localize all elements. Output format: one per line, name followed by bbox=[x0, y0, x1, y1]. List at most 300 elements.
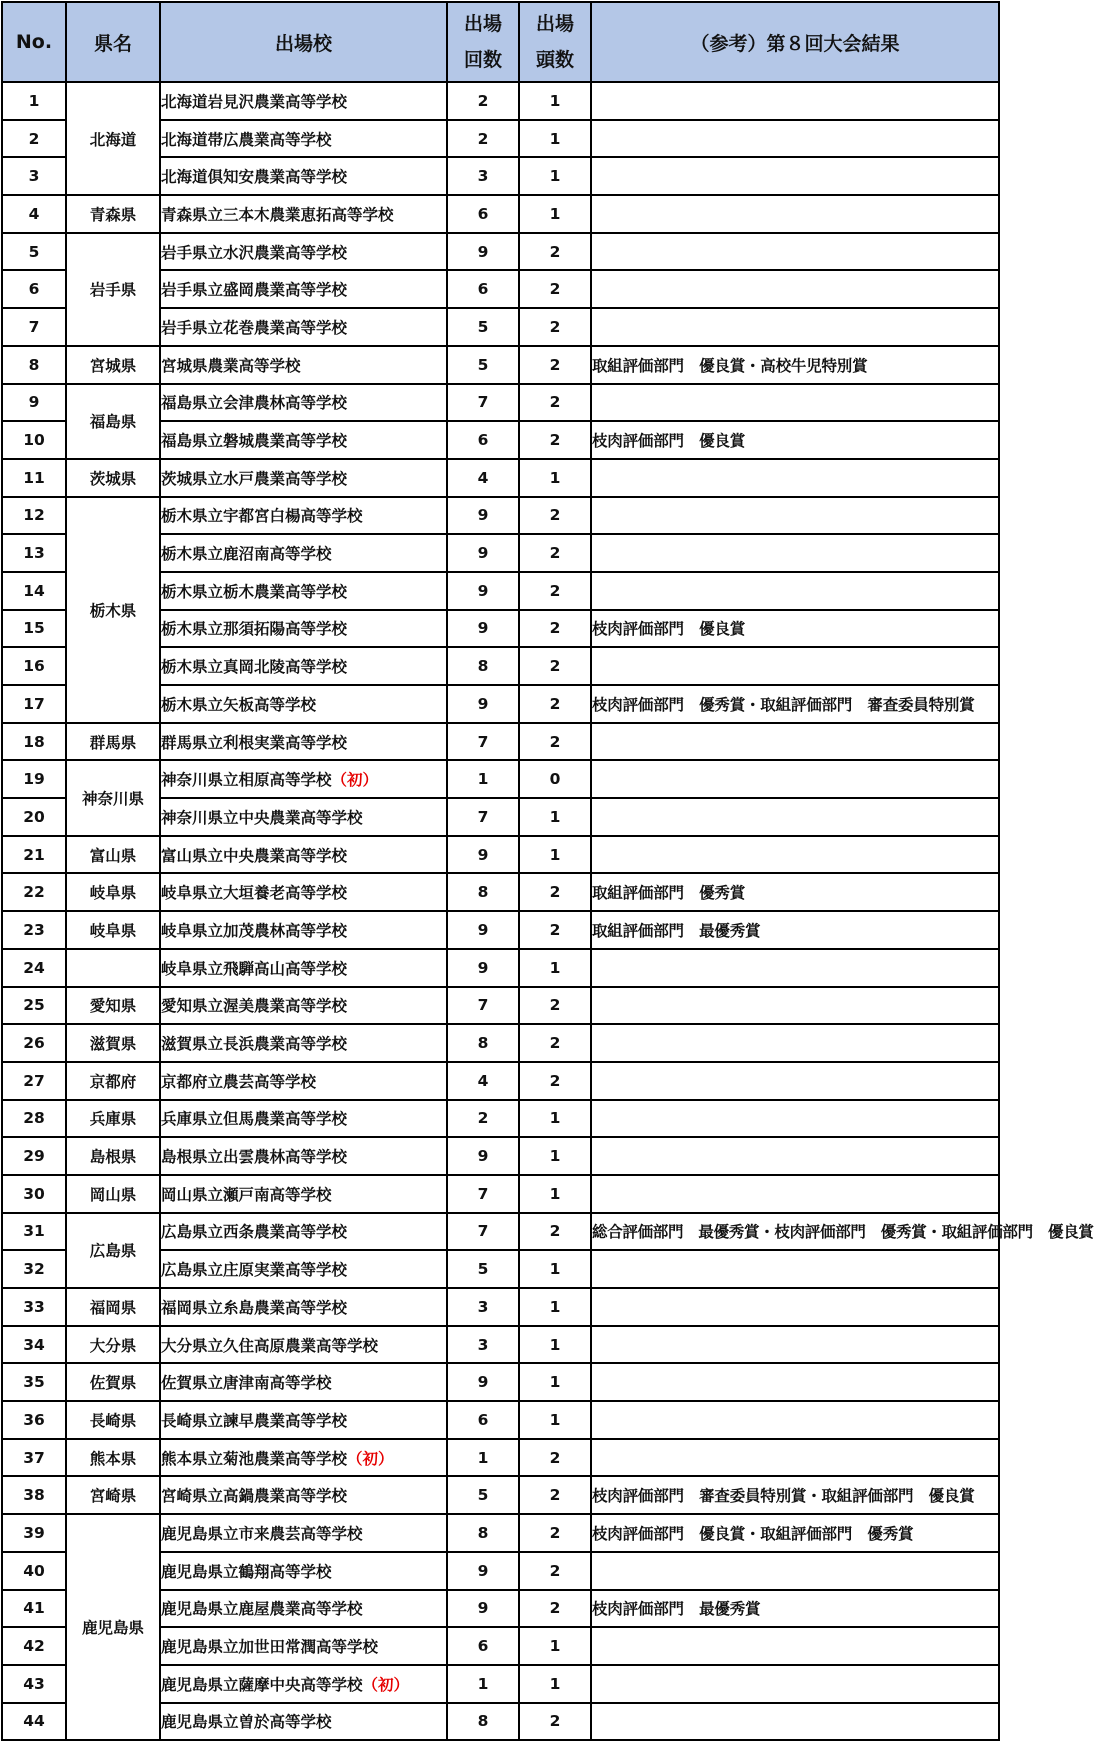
heads-cell: 1 bbox=[519, 798, 591, 836]
table-row bbox=[2, 497, 999, 535]
row-number: 23 bbox=[2, 911, 66, 949]
school-name: 広島県立西条農業高等学校 bbox=[161, 1223, 348, 1242]
school-cell bbox=[160, 1439, 447, 1477]
prefecture-cell: 兵庫県 bbox=[66, 1100, 160, 1138]
school-cell bbox=[160, 120, 447, 158]
school-cell bbox=[160, 1024, 447, 1062]
appearances-cell: 7 bbox=[447, 384, 519, 422]
prefecture-cell: 愛知県 bbox=[66, 987, 160, 1025]
appearances-cell: 9 bbox=[447, 1552, 519, 1590]
result-cell bbox=[591, 195, 999, 233]
first-appearance-badge: （初） bbox=[362, 1675, 410, 1694]
school-cell bbox=[160, 346, 447, 384]
prefecture-cell: 宮崎県 bbox=[66, 1476, 160, 1514]
school-name: 広島県立庄原実業高等学校 bbox=[161, 1261, 348, 1280]
row-number: 31 bbox=[2, 1213, 66, 1251]
appearances-cell: 6 bbox=[447, 270, 519, 308]
appearances-cell: 8 bbox=[447, 647, 519, 685]
heads-cell: 1 bbox=[519, 459, 591, 497]
school-cell bbox=[160, 949, 447, 987]
prefecture-cell: 群馬県 bbox=[66, 723, 160, 761]
school-name: 岩手県立盛岡農業高等学校 bbox=[161, 281, 348, 300]
result-cell bbox=[591, 949, 999, 987]
heads-cell: 2 bbox=[519, 1476, 591, 1514]
heads-cell: 2 bbox=[519, 1213, 591, 1251]
row-number: 11 bbox=[2, 459, 66, 497]
heads-cell: 2 bbox=[519, 572, 591, 610]
school-name: 青森県立三本木農業恵拓高等学校 bbox=[161, 205, 394, 224]
result-cell bbox=[591, 157, 999, 195]
school-name: 北海道岩見沢農業高等学校 bbox=[161, 92, 348, 111]
result-cell: 取組評価部門 優秀賞 bbox=[591, 873, 999, 911]
result-cell bbox=[591, 1363, 999, 1401]
row-number: 38 bbox=[2, 1476, 66, 1514]
table-row bbox=[2, 346, 999, 384]
school-cell bbox=[160, 534, 447, 572]
heads-cell: 1 bbox=[519, 82, 591, 120]
school-cell bbox=[160, 1326, 447, 1364]
header-appearances-line1: 出場 bbox=[463, 13, 502, 35]
school-cell bbox=[160, 1175, 447, 1213]
school-cell bbox=[160, 270, 447, 308]
result-cell bbox=[591, 647, 999, 685]
appearances-cell: 5 bbox=[447, 308, 519, 346]
heads-cell: 2 bbox=[519, 685, 591, 723]
row-number: 9 bbox=[2, 384, 66, 422]
school-name: 熊本県立菊池農業高等学校 bbox=[161, 1449, 348, 1468]
school-name: 鹿児島県立加世田常潤高等学校 bbox=[161, 1638, 379, 1657]
result-cell: 枝肉評価部門 優秀賞・取組評価部門 審査委員特別賞 bbox=[591, 685, 999, 723]
row-number: 14 bbox=[2, 572, 66, 610]
row-number: 1 bbox=[2, 82, 66, 120]
appearances-cell: 1 bbox=[447, 1439, 519, 1477]
prefecture-cell: 島根県 bbox=[66, 1137, 160, 1175]
row-number: 25 bbox=[2, 987, 66, 1025]
heads-cell: 1 bbox=[519, 1627, 591, 1665]
school-cell bbox=[160, 1363, 447, 1401]
school-name: 神奈川県立中央農業高等学校 bbox=[161, 808, 363, 827]
result-cell bbox=[591, 270, 999, 308]
result-cell bbox=[591, 1401, 999, 1439]
row-number: 22 bbox=[2, 873, 66, 911]
result-cell bbox=[591, 82, 999, 120]
result-cell bbox=[591, 1627, 999, 1665]
school-name: 岐阜県立飛騨高山高等学校 bbox=[161, 959, 348, 978]
table-row bbox=[2, 1439, 999, 1477]
table-row bbox=[2, 760, 999, 798]
result-cell bbox=[591, 723, 999, 761]
row-number: 34 bbox=[2, 1326, 66, 1364]
prefecture-cell: 滋賀県 bbox=[66, 1024, 160, 1062]
result-cell bbox=[591, 1100, 999, 1138]
school-name: 岐阜県立大垣養老高等学校 bbox=[161, 884, 348, 903]
result-cell bbox=[591, 1439, 999, 1477]
row-number: 41 bbox=[2, 1590, 66, 1628]
school-name: 富山県立中央農業高等学校 bbox=[161, 846, 348, 865]
result-cell bbox=[591, 1175, 999, 1213]
appearances-cell: 2 bbox=[447, 120, 519, 158]
prefecture-cell: 京都府 bbox=[66, 1062, 160, 1100]
prefecture-cell: 岐阜県 bbox=[66, 911, 160, 949]
row-number: 40 bbox=[2, 1552, 66, 1590]
result-cell bbox=[591, 1703, 999, 1741]
appearances-cell: 5 bbox=[447, 346, 519, 384]
school-cell bbox=[160, 157, 447, 195]
appearances-cell: 3 bbox=[447, 157, 519, 195]
school-cell bbox=[160, 1627, 447, 1665]
row-number: 18 bbox=[2, 723, 66, 761]
prefecture-cell: 宮城県 bbox=[66, 346, 160, 384]
appearances-cell: 6 bbox=[447, 421, 519, 459]
result-cell bbox=[591, 1552, 999, 1590]
school-cell bbox=[160, 1665, 447, 1703]
table-row bbox=[2, 911, 999, 949]
table-row bbox=[2, 1213, 999, 1251]
heads-cell: 1 bbox=[519, 1401, 591, 1439]
school-name: 宮崎県立高鍋農業高等学校 bbox=[161, 1487, 348, 1506]
school-cell bbox=[160, 1213, 447, 1251]
row-number: 17 bbox=[2, 685, 66, 723]
header-appearances bbox=[447, 2, 519, 82]
result-cell: 取組評価部門 優良賞・高校牛児特別賞 bbox=[591, 346, 999, 384]
heads-cell: 2 bbox=[519, 873, 591, 911]
heads-cell: 1 bbox=[519, 1665, 591, 1703]
appearances-cell: 7 bbox=[447, 723, 519, 761]
school-cell bbox=[160, 572, 447, 610]
school-name: 鹿児島県立曽於高等学校 bbox=[161, 1713, 332, 1732]
school-cell bbox=[160, 1703, 447, 1741]
row-number: 43 bbox=[2, 1665, 66, 1703]
table-row bbox=[2, 1100, 999, 1138]
school-name: 岩手県立花巻農業高等学校 bbox=[161, 318, 348, 337]
result-cell bbox=[591, 459, 999, 497]
school-cell bbox=[160, 911, 447, 949]
school-cell bbox=[160, 798, 447, 836]
school-cell bbox=[160, 836, 447, 874]
prefecture-cell: 福岡県 bbox=[66, 1288, 160, 1326]
appearances-cell: 9 bbox=[447, 1590, 519, 1628]
result-cell bbox=[591, 836, 999, 874]
heads-cell: 2 bbox=[519, 610, 591, 648]
heads-cell: 1 bbox=[519, 1250, 591, 1288]
row-number: 32 bbox=[2, 1250, 66, 1288]
school-cell bbox=[160, 987, 447, 1025]
table-row bbox=[2, 1401, 999, 1439]
school-name: 愛知県立渥美農業高等学校 bbox=[161, 997, 348, 1016]
table-row bbox=[2, 1476, 999, 1514]
row-number: 37 bbox=[2, 1439, 66, 1477]
row-number: 2 bbox=[2, 120, 66, 158]
row-number: 6 bbox=[2, 270, 66, 308]
row-number: 26 bbox=[2, 1024, 66, 1062]
school-cell bbox=[160, 1288, 447, 1326]
heads-cell: 1 bbox=[519, 1175, 591, 1213]
result-cell bbox=[591, 308, 999, 346]
row-number: 30 bbox=[2, 1175, 66, 1213]
school-name: 滋賀県立長浜農業高等学校 bbox=[161, 1035, 348, 1054]
school-cell bbox=[160, 1062, 447, 1100]
prefecture-cell: 岐阜県 bbox=[66, 873, 160, 911]
appearances-cell: 8 bbox=[447, 1514, 519, 1552]
appearances-cell: 7 bbox=[447, 1213, 519, 1251]
appearances-cell: 6 bbox=[447, 1627, 519, 1665]
result-cell bbox=[591, 497, 999, 535]
school-cell bbox=[160, 497, 447, 535]
school-name: 鹿児島県立鹿屋農業高等学校 bbox=[161, 1600, 363, 1619]
table-row bbox=[2, 1024, 999, 1062]
appearances-cell: 9 bbox=[447, 949, 519, 987]
appearances-cell: 9 bbox=[447, 233, 519, 271]
result-cell: 枝肉評価部門 審査委員特別賞・取組評価部門 優良賞 bbox=[591, 1476, 999, 1514]
row-number: 10 bbox=[2, 421, 66, 459]
appearances-cell: 8 bbox=[447, 1703, 519, 1741]
heads-cell: 1 bbox=[519, 836, 591, 874]
heads-cell: 1 bbox=[519, 1100, 591, 1138]
heads-cell: 2 bbox=[519, 1552, 591, 1590]
entries-table bbox=[1, 1, 1094, 1741]
header-heads-line1: 出場 bbox=[535, 13, 574, 35]
school-cell bbox=[160, 195, 447, 233]
row-number: 3 bbox=[2, 157, 66, 195]
result-cell bbox=[591, 987, 999, 1025]
table-row bbox=[2, 1363, 999, 1401]
row-number: 44 bbox=[2, 1703, 66, 1741]
result-cell bbox=[591, 384, 999, 422]
heads-cell: 2 bbox=[519, 233, 591, 271]
row-number: 15 bbox=[2, 610, 66, 648]
row-number: 29 bbox=[2, 1137, 66, 1175]
first-appearance-badge: （初） bbox=[347, 1449, 394, 1468]
heads-cell: 2 bbox=[519, 346, 591, 384]
row-number: 21 bbox=[2, 836, 66, 874]
appearances-cell: 7 bbox=[447, 1175, 519, 1213]
table-row bbox=[2, 1175, 999, 1213]
row-number: 42 bbox=[2, 1627, 66, 1665]
heads-cell: 1 bbox=[519, 949, 591, 987]
heads-cell: 2 bbox=[519, 987, 591, 1025]
school-name: 鹿児島県立市来農芸高等学校 bbox=[161, 1524, 363, 1543]
school-name: 栃木県立矢板高等学校 bbox=[161, 695, 317, 714]
table-row bbox=[2, 233, 999, 271]
result-cell bbox=[591, 120, 999, 158]
heads-cell: 2 bbox=[519, 384, 591, 422]
table-row bbox=[2, 195, 999, 233]
school-name: 北海道帯広農業高等学校 bbox=[161, 130, 332, 149]
table-row bbox=[2, 1514, 999, 1552]
header-prefecture: 県名 bbox=[66, 2, 160, 82]
school-name: 北海道倶知安農業高等学校 bbox=[161, 168, 348, 187]
row-number: 33 bbox=[2, 1288, 66, 1326]
row-number: 36 bbox=[2, 1401, 66, 1439]
result-cell: 枝肉評価部門 優良賞・取組評価部門 優秀賞 bbox=[591, 1514, 999, 1552]
school-cell bbox=[160, 723, 447, 761]
school-name: 大分県立久住高原農業高等学校 bbox=[161, 1336, 379, 1355]
prefecture-cell: 神奈川県 bbox=[66, 760, 160, 835]
appearances-cell: 8 bbox=[447, 1024, 519, 1062]
school-name: 福島県立会津農林高等学校 bbox=[161, 394, 348, 413]
heads-cell: 2 bbox=[519, 1514, 591, 1552]
school-name: 鹿児島県立鶴翔高等学校 bbox=[161, 1562, 332, 1581]
school-cell bbox=[160, 610, 447, 648]
school-cell bbox=[160, 82, 447, 120]
school-name: 岡山県立瀬戸南高等学校 bbox=[161, 1185, 332, 1204]
heads-cell: 2 bbox=[519, 1703, 591, 1741]
prefecture-cell: 栃木県 bbox=[66, 497, 160, 723]
appearances-cell: 9 bbox=[447, 911, 519, 949]
appearances-cell: 8 bbox=[447, 873, 519, 911]
school-cell bbox=[160, 233, 447, 271]
school-cell bbox=[160, 1137, 447, 1175]
heads-cell: 1 bbox=[519, 157, 591, 195]
school-name: 福岡県立糸島農業高等学校 bbox=[161, 1298, 348, 1317]
row-number: 8 bbox=[2, 346, 66, 384]
row-number: 16 bbox=[2, 647, 66, 685]
heads-cell: 2 bbox=[519, 534, 591, 572]
table-row bbox=[2, 1062, 999, 1100]
result-cell bbox=[591, 760, 999, 798]
heads-cell: 2 bbox=[519, 911, 591, 949]
row-number: 12 bbox=[2, 497, 66, 535]
appearances-cell: 9 bbox=[447, 497, 519, 535]
prefecture-cell: 鹿児島県 bbox=[66, 1514, 160, 1740]
table-row bbox=[2, 723, 999, 761]
table-row bbox=[2, 949, 999, 987]
school-name: 神奈川県立相原高等学校 bbox=[161, 771, 332, 790]
school-cell bbox=[160, 1100, 447, 1138]
appearances-cell: 5 bbox=[447, 1476, 519, 1514]
heads-cell: 0 bbox=[519, 760, 591, 798]
school-cell bbox=[160, 308, 447, 346]
school-cell bbox=[160, 1590, 447, 1628]
prefecture-cell: 茨城県 bbox=[66, 459, 160, 497]
school-cell bbox=[160, 1552, 447, 1590]
header-no: No. bbox=[2, 2, 66, 82]
school-cell bbox=[160, 685, 447, 723]
school-name: 栃木県立鹿沼南高等学校 bbox=[161, 545, 332, 564]
appearances-cell: 1 bbox=[447, 1665, 519, 1703]
header-result: （参考）第８回大会結果 bbox=[591, 2, 999, 82]
table-row bbox=[2, 836, 999, 874]
table-row bbox=[2, 1288, 999, 1326]
heads-cell: 2 bbox=[519, 1590, 591, 1628]
school-name: 栃木県立栃木農業高等学校 bbox=[161, 582, 348, 601]
school-name: 宮城県農業高等学校 bbox=[161, 356, 301, 375]
prefecture-cell bbox=[66, 949, 160, 987]
school-name: 鹿児島県立薩摩中央高等学校 bbox=[161, 1675, 363, 1694]
result-cell bbox=[591, 1326, 999, 1364]
school-name: 長崎県立諫早農業高等学校 bbox=[161, 1411, 348, 1430]
result-cell: 枝肉評価部門 最優秀賞 bbox=[591, 1590, 999, 1628]
result-cell bbox=[591, 1250, 999, 1288]
result-cell bbox=[591, 572, 999, 610]
row-number: 4 bbox=[2, 195, 66, 233]
appearances-cell: 2 bbox=[447, 82, 519, 120]
school-cell bbox=[160, 1250, 447, 1288]
row-number: 5 bbox=[2, 233, 66, 271]
prefecture-cell: 北海道 bbox=[66, 82, 160, 195]
appearances-cell: 4 bbox=[447, 459, 519, 497]
school-name: 京都府立農芸高等学校 bbox=[161, 1072, 317, 1091]
heads-cell: 1 bbox=[519, 195, 591, 233]
appearances-cell: 7 bbox=[447, 798, 519, 836]
school-name: 栃木県立宇都宮白楊高等学校 bbox=[161, 507, 363, 526]
row-number: 20 bbox=[2, 798, 66, 836]
result-cell: 枝肉評価部門 優良賞 bbox=[591, 421, 999, 459]
appearances-cell: 9 bbox=[447, 534, 519, 572]
heads-cell: 1 bbox=[519, 1288, 591, 1326]
appearances-cell: 9 bbox=[447, 836, 519, 874]
appearances-cell: 2 bbox=[447, 1100, 519, 1138]
appearances-cell: 9 bbox=[447, 610, 519, 648]
prefecture-cell: 岩手県 bbox=[66, 233, 160, 346]
heads-cell: 2 bbox=[519, 723, 591, 761]
school-name: 佐賀県立唐津南高等学校 bbox=[161, 1374, 332, 1393]
school-cell bbox=[160, 873, 447, 911]
prefecture-cell: 長崎県 bbox=[66, 1401, 160, 1439]
result-cell bbox=[591, 534, 999, 572]
prefecture-cell: 広島県 bbox=[66, 1213, 160, 1288]
result-cell bbox=[591, 798, 999, 836]
appearances-cell: 9 bbox=[447, 1137, 519, 1175]
heads-cell: 2 bbox=[519, 1439, 591, 1477]
school-cell bbox=[160, 1514, 447, 1552]
school-name: 栃木県立真岡北陵高等学校 bbox=[161, 658, 348, 677]
school-name: 栃木県立那須拓陽高等学校 bbox=[161, 620, 348, 639]
heads-cell: 2 bbox=[519, 497, 591, 535]
row-number: 35 bbox=[2, 1363, 66, 1401]
school-name: 岐阜県立加茂農林高等学校 bbox=[161, 921, 348, 940]
first-appearance-badge: （初） bbox=[331, 771, 379, 790]
appearances-cell: 3 bbox=[447, 1326, 519, 1364]
row-number: 19 bbox=[2, 760, 66, 798]
school-name: 群馬県立利根実業高等学校 bbox=[161, 733, 348, 752]
heads-cell: 1 bbox=[519, 1363, 591, 1401]
heads-cell: 2 bbox=[519, 270, 591, 308]
school-name: 岩手県立水沢農業高等学校 bbox=[161, 243, 348, 262]
row-number: 13 bbox=[2, 534, 66, 572]
appearances-cell: 4 bbox=[447, 1062, 519, 1100]
appearances-cell: 9 bbox=[447, 1363, 519, 1401]
school-cell bbox=[160, 760, 447, 798]
result-cell bbox=[591, 1288, 999, 1326]
heads-cell: 2 bbox=[519, 421, 591, 459]
appearances-cell: 6 bbox=[447, 1401, 519, 1439]
result-cell: 取組評価部門 最優秀賞 bbox=[591, 911, 999, 949]
appearances-cell: 7 bbox=[447, 987, 519, 1025]
heads-cell: 2 bbox=[519, 1024, 591, 1062]
row-number: 24 bbox=[2, 949, 66, 987]
table-row bbox=[2, 459, 999, 497]
row-number: 27 bbox=[2, 1062, 66, 1100]
table-row bbox=[2, 82, 999, 120]
heads-cell: 2 bbox=[519, 308, 591, 346]
appearances-cell: 6 bbox=[447, 195, 519, 233]
school-name: 島根県立出雲農林高等学校 bbox=[161, 1148, 348, 1167]
row-number: 28 bbox=[2, 1100, 66, 1138]
result-cell bbox=[591, 1665, 999, 1703]
prefecture-cell: 大分県 bbox=[66, 1326, 160, 1364]
heads-cell: 1 bbox=[519, 120, 591, 158]
heads-cell: 1 bbox=[519, 1137, 591, 1175]
appearances-cell: 3 bbox=[447, 1288, 519, 1326]
table-row bbox=[2, 384, 999, 422]
result-cell bbox=[591, 1024, 999, 1062]
school-cell bbox=[160, 1476, 447, 1514]
heads-cell: 2 bbox=[519, 1062, 591, 1100]
school-cell bbox=[160, 421, 447, 459]
school-name: 茨城県立水戸農業高等学校 bbox=[161, 469, 348, 488]
school-cell bbox=[160, 459, 447, 497]
